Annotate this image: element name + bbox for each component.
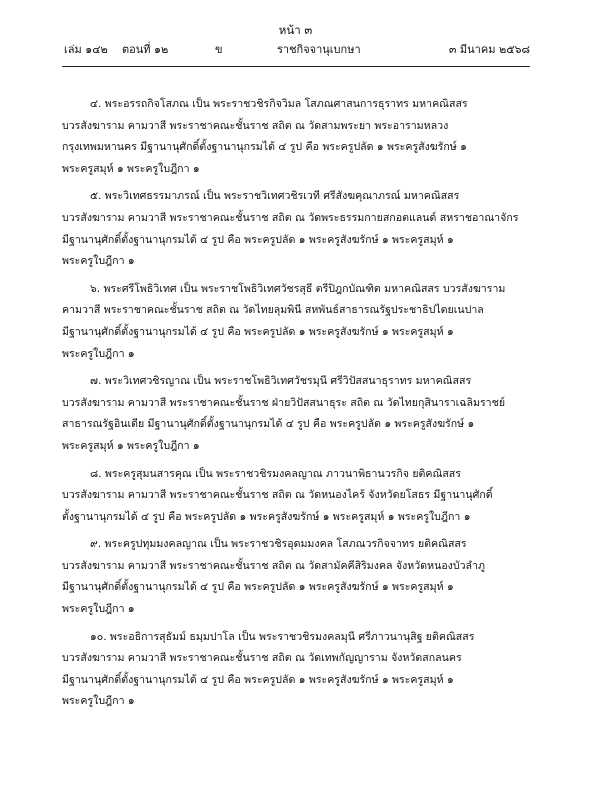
- paragraph-line: พระครูใบฎีกา ๑: [62, 603, 135, 616]
- section-letter: ข: [215, 43, 223, 56]
- paragraph-line: พระครูสมุห์ ๑ พระครูใบฎีกา ๑: [62, 162, 200, 175]
- paragraph-line: บวรสังฆาราม คามวาสี พระราชาคณะชั้นราช สถิต ณ วัดเทพกัญญาราม จังหวัดสกลนคร: [62, 652, 462, 665]
- section-label: ตอนที่ ๑๒: [122, 43, 169, 56]
- paragraph-line: บวรสังฆาราม คามวาสี พระราชาคณะชั้นราช ฝ่ายวิปัสสนาธุระ สถิต ณ วัดไทยกุสินาราเฉลิมราชย์: [62, 396, 506, 409]
- paragraph-line: พระครูใบฎีกา ๑: [62, 695, 135, 708]
- paragraph-line: พระครูใบฎีกา ๑: [62, 255, 135, 268]
- paragraph: [62, 371, 530, 457]
- gazette-header: [64, 42, 530, 58]
- paragraph-line: บวรสังฆาราม คามวาสี พระราชาคณะชั้นราช สถิต ณ วัดสามัคคีสิริมงคล จังหวัดหนองบัวลำภู: [62, 559, 485, 572]
- document-body: [62, 94, 530, 719]
- paragraph-line: ๔. พระอรรถกิจโสภณ เป็น พระราชวชิรกิจวิมล โสภณศาสนการธุราทร มหาคณิสสร: [90, 98, 468, 110]
- paragraph-line: คามวาสี พระราชาคณะชั้นราช สถิต ณ วัดไทยลุมพินี สหพันธ์สาธารณรัฐประชาธิปไตยเนปาล: [62, 304, 484, 317]
- paragraph-line: มีฐานานุศักดิ์ตั้งฐานานุกรมได้ ๔ รูป คือ พระครูปลัด ๑ พระครูสังฆรักษ์ ๑ พระครูสมุห์ ๑: [62, 673, 454, 686]
- paragraph-line: ตั้งฐานานุกรมได้ ๔ รูป คือ พระครูปลัด ๑ พระครูสังฆรักษ์ ๑ พระครูสมุห์ ๑ พระครูใบฎีกา ๑: [62, 510, 471, 523]
- paragraph-line: มีฐานานุศักดิ์ตั้งฐานานุกรมได้ ๔ รูป คือ พระครูปลัด ๑ พระครูสังฆรักษ์ ๑ พระครูสมุห์ ๑: [62, 233, 454, 246]
- paragraph-line: พระครูใบฎีกา ๑: [62, 347, 135, 360]
- publication-date: ๓ มีนาคม ๒๕๖๘: [448, 43, 530, 56]
- paragraph-line: บวรสังฆาราม คามวาสี พระราชาคณะชั้นราช สถิต ณ วัดสามพระยา พระอารามหลวง: [62, 119, 449, 132]
- paragraph-line: ๘. พระครูสุมนสารคุณ เป็น พระราชวชิรมงคลญาณ ภาวนาพิธานวรกิจ ยติคณิสสร: [90, 467, 461, 480]
- page-number: หน้า ๓: [278, 23, 313, 37]
- paragraph-line: ๕. พระวิเทศธรรมาภรณ์ เป็น พระราชวิเทศวชิรเวที ศรีสังฆคุณาภรณ์ มหาคณิสสร: [90, 190, 460, 203]
- gazette-title: ราชกิจจานุเบกษา: [277, 43, 361, 56]
- paragraph-line: บวรสังฆาราม คามวาสี พระราชาคณะชั้นราช สถิต ณ วัดหนองไคร้ จังหวัดยโสธร มีฐานานุศักดิ์: [62, 489, 493, 502]
- paragraph-line: มีฐานานุศักดิ์ตั้งฐานานุกรมได้ ๔ รูป คือ พระครูปลัด ๑ พระครูสังฆรักษ์ ๑ พระครูสมุห์ ๑: [62, 325, 454, 338]
- paragraph-line: มีฐานานุศักดิ์ตั้งฐานานุกรมได้ ๔ รูป คือ พระครูปลัด ๑ พระครูสังฆรักษ์ ๑ พระครูสมุห์ ๑: [62, 581, 454, 594]
- paragraph: [62, 186, 530, 272]
- paragraph-line: บวรสังฆาราม คามวาสี พระราชาคณะชั้นราช สถิต ณ วัดพระธรรมกายสกอตแลนด์ สหราชอาณาจักร: [62, 211, 519, 224]
- paragraph: [62, 279, 530, 365]
- paragraph-line: ๑๐. พระอธิการสุธัมม์ ธมฺมปาโล เป็น พระราชวชิรมงคลมุนี ศรีภาวนานุสิฐ ยติคณิสสร: [90, 630, 475, 643]
- paragraph-line: ๖. พระศรีโพธิวิเทศ เป็น พระราชโพธิวิเทศวัชรสุธี ตรีปิฎกบัณฑิต มหาคณิสสร บวรสังฆาราม: [90, 282, 506, 295]
- paragraph-line: ๗. พระวิเทศวชิรญาณ เป็น พระราชโพธิวิเทศวัชรมุนี ศรีวิปัสสนาธุราทร มหาคณิสสร: [90, 375, 472, 388]
- paragraph-line: ๙. พระครูปทุมมงคลญาณ เป็น พระราชวชิรอุดมมงคล โสภณวรกิจจาทร ยติคณิสสร: [90, 538, 467, 551]
- paragraph: [62, 94, 530, 180]
- header-divider: [62, 66, 530, 67]
- paragraph: [62, 464, 530, 529]
- paragraph-line: สาธารณรัฐอินเดีย มีฐานานุศักดิ์ตั้งฐานานุกรมได้ ๔ รูป คือ พระครูปลัด ๑ พระครูสังฆรักษ์ ๑: [62, 418, 475, 431]
- paragraph-line: พระครูสมุห์ ๑ พระครูใบฎีกา ๑: [62, 439, 200, 452]
- paragraph: [62, 627, 530, 713]
- volume-label: เล่ม ๑๔๒: [64, 43, 108, 56]
- paragraph-line: กรุงเทพมหานคร มีฐานานุศักดิ์ตั้งฐานานุกรมได้ ๔ รูป คือ พระครูปลัด ๑ พระครูสังฆรักษ์ ๑: [62, 141, 467, 154]
- paragraph: [62, 534, 530, 620]
